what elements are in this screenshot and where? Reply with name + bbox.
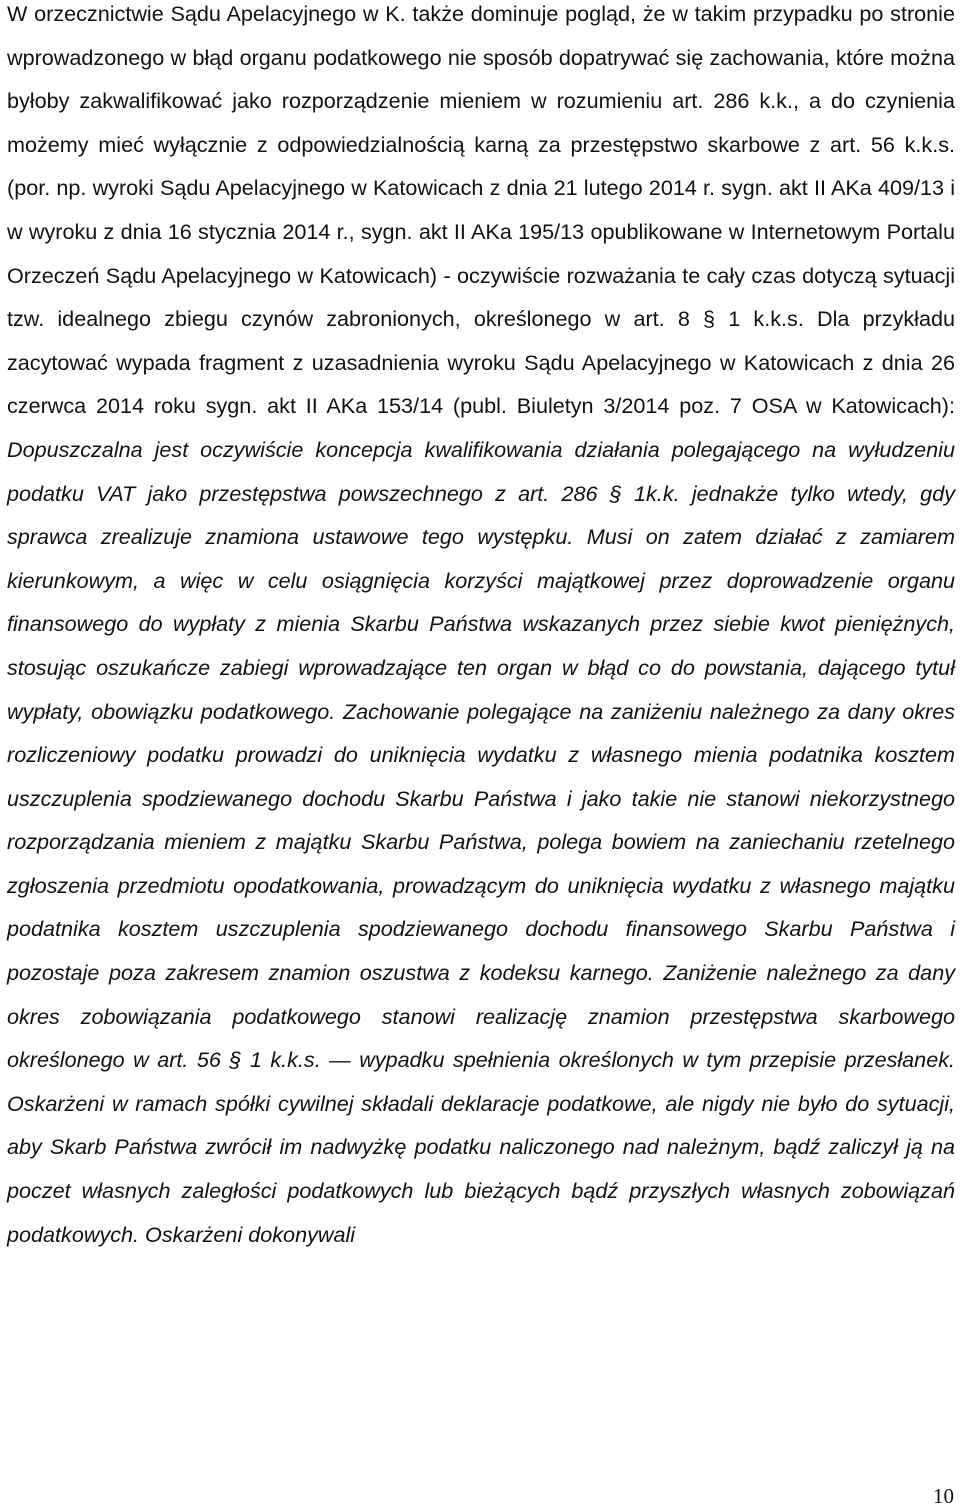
page-number: 10 (933, 1484, 954, 1508)
paragraph-text-regular: W orzecznictwie Sądu Apelacyjnego w K. także dominuje pogląd, że w takim przypadku po stronie wprowadzonego w błąd organu podatkowego nie sposób dopatrywać się zachowania, które można byłoby zakwalifikować jako rozporządzenie mieniem w rozumieniu art. 286 k.k., a do czynienia możemy mieć wyłącznie z odpowiedzialnością karną za przestępstwo skarbowe z art. 56 k.k.s. (por. np. wyroki Sądu Apelacyjnego w Katowicach z dnia 21 lutego 2014 r. sygn. akt II AKa 409/13 i w wyroku z dnia 16 stycznia 2014 r., sygn. akt II AKa 195/13 opublikowane w Internetowym Portalu Orzeczeń Sądu Apelacyjnego w Katowicach) - oczywiście rozważania te cały czas dotyczą sytuacji tzw. idealnego zbiegu czynów zabronionych, określonego w art. 8 § 1 k.k.s. Dla przykładu zacytować wypada fragment z uzasadnienia wyroku Sądu Apelacyjnego w Katowicach z dnia 26 czerwca 2014 roku sygn. akt II AKa 153/14 (publ. Biuletyn 3/2014 poz. 7 OSA w Katowicach): (7, 1, 955, 419)
body-paragraph (7, 0, 955, 1256)
quoted-judgment-text: Dopuszczalna jest oczywiście koncepcja kwalifikowania działania polegającego na wyłudzeniu podatku VAT jako przestępstwa powszechnego z art. 286 § 1k.k. jednakże tylko wtedy, gdy sprawca zrealizuje znamiona ustawowe tego występku. Musi on zatem działać z zamiarem kierunkowym, a więc w celu osiągnięcia korzyści majątkowej przez doprowadzenie organu finansowego do wypłaty z mienia Skarbu Państwa wskazanych przez siebie kwot pieniężnych, stosując oszukańcze zabiegi wprowadzające ten organ w błąd co do powstania, dającego tytuł wypłaty, obowiązku podatkowego. Zachowanie polegające na zaniżeniu należnego za dany okres rozliczeniowy podatku prowadzi do uniknięcia wydatku z własnego mienia podatnika kosztem uszczuplenia spodziewanego dochodu Skarbu Państwa i jako takie nie stanowi niekorzystnego rozporządzania mieniem z majątku Skarbu Państwa, polega bowiem na zaniechaniu rzetelnego zgłoszenia przedmiotu opodatkowania, prowadzącym do uniknięcia wydatku z własnego majątku podatnika kosztem uszczuplenia spodziewanego dochodu finansowego Skarbu Państwa i pozostaje poza zakresem znamion oszustwa z kodeksu karnego. Zaniżenie należnego za dany okres zobowiązania podatkowego stanowi realizację znamion przestępstwa skarbowego określonego w art. 56 § 1 k.k.s. — wypadku spełnienia określonych w tym przepisie przesłanek. Oskarżeni w ramach spółki cywilnej składali deklaracje podatkowe, ale nigdy nie było do sytuacji, aby Skarb Państwa zwrócił im nadwyżkę podatku naliczonego nad należnym, bądź zaliczył ją na poczet własnych zaległości podatkowych lub bieżących bądź przyszłych własnych zobowiązań podatkowych. Oskarżeni dokonywali (7, 436, 955, 1247)
